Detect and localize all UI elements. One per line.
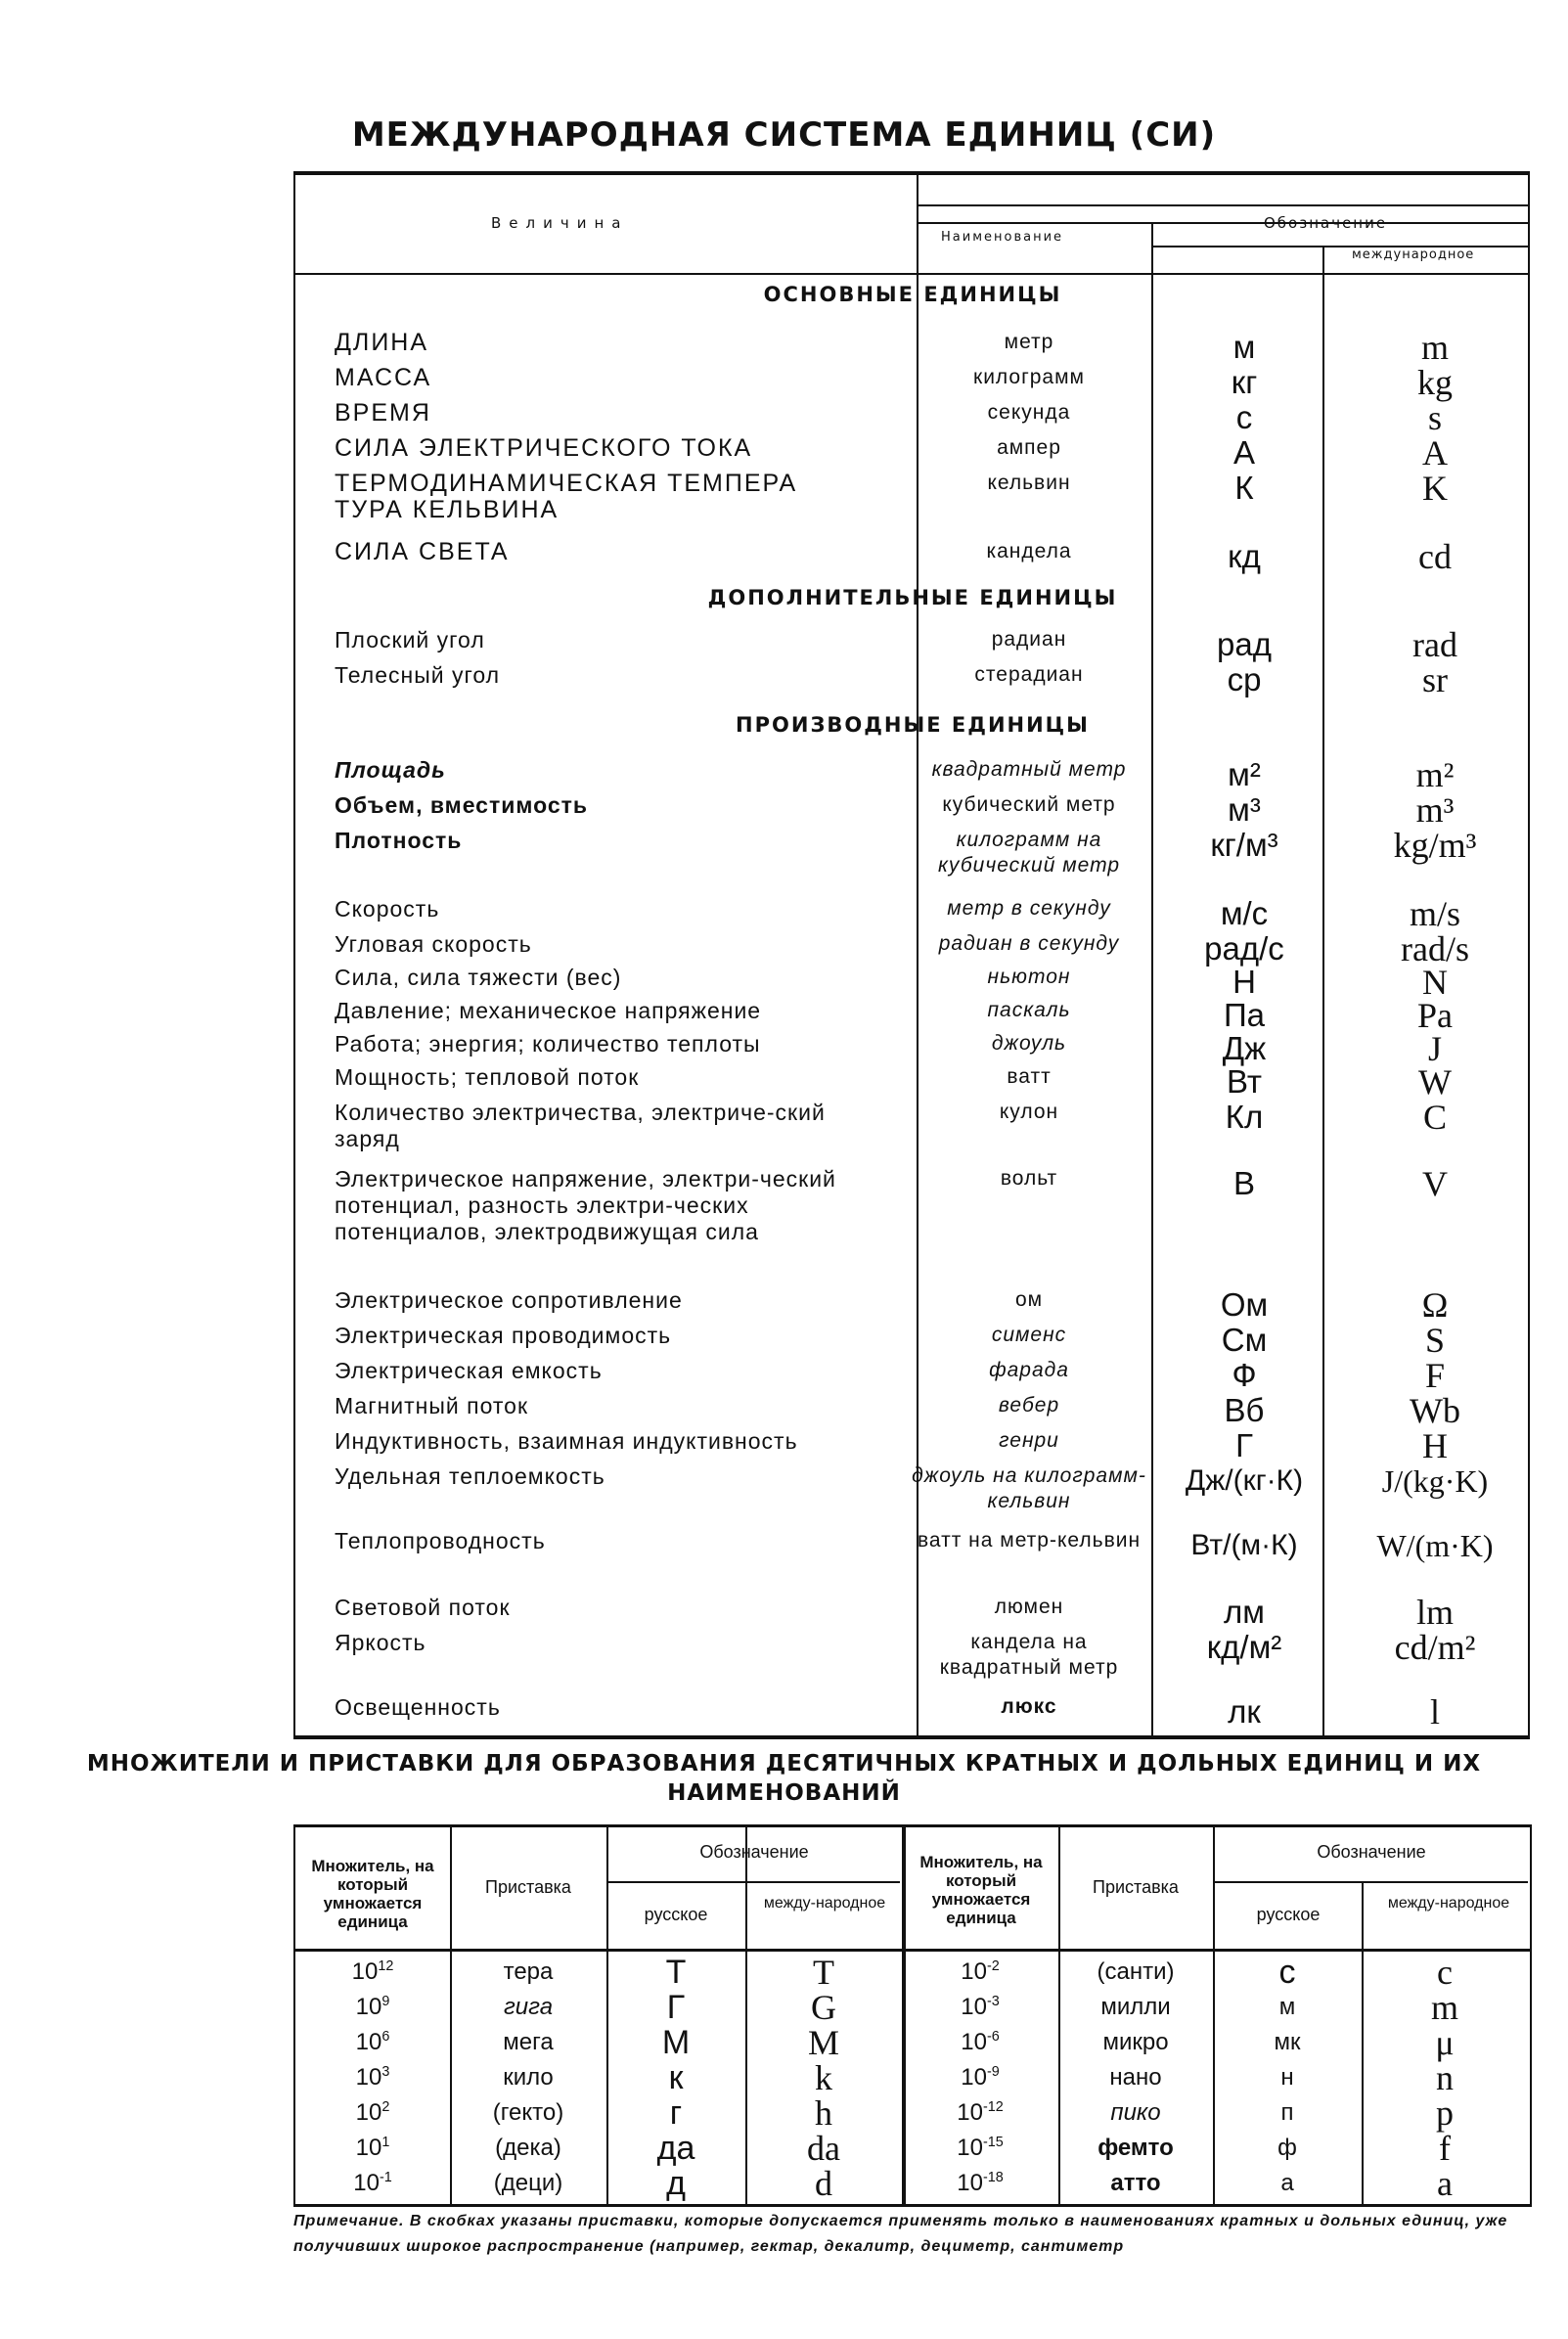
unit-symbol-intl: m: [1420, 328, 1449, 367]
base: 10: [957, 2099, 983, 2126]
header-russian: русское: [1256, 1905, 1321, 1924]
unit-symbol-intl: K: [1422, 469, 1448, 508]
section-title-supplementary: ДОПОЛНИТЕЛЬНЫЕ ЕДИНИЦЫ: [707, 586, 1118, 609]
prefix-name: (санти): [1097, 1958, 1175, 1985]
base: 10: [355, 2135, 382, 2161]
prefix-symbol-intl: p: [1436, 2093, 1454, 2133]
prefix-name: (деци): [493, 2170, 563, 2196]
prefix-symbol-intl: T: [813, 1953, 834, 1992]
prefix-symbol-ru: Т: [665, 1954, 687, 1991]
table-row: [295, 2060, 1530, 2095]
exponent: -12: [982, 2099, 1004, 2115]
unit-name: ватт: [1007, 1065, 1052, 1088]
unit-symbol-ru: В: [1232, 1165, 1255, 1201]
base: 10: [353, 2170, 380, 2196]
header-divider: [1151, 246, 1530, 247]
unit-name: джоуль на килограмм-кельвин: [912, 1464, 1146, 1512]
prefix-name: пико: [1110, 2099, 1161, 2126]
quantity-label: Телесный угол: [335, 662, 501, 688]
exponent: -6: [986, 2029, 1000, 2045]
exponent: -18: [982, 2170, 1004, 2185]
header-international: между-народное: [763, 1895, 886, 1912]
base: 10: [351, 1958, 379, 1985]
unit-name: кулон: [999, 1101, 1059, 1123]
header-divider: [295, 273, 1530, 275]
prefix-name: микро: [1102, 2029, 1169, 2055]
quantity-label: ВРЕМЯ: [335, 399, 431, 427]
unit-name: радиан: [991, 628, 1067, 651]
unit-symbol-ru: К: [1234, 470, 1254, 506]
exponent: -9: [986, 2064, 1000, 2080]
table-row: [295, 2131, 1530, 2166]
unit-name: килограмм на кубический метр: [937, 829, 1121, 877]
unit-symbol-intl: F: [1424, 1356, 1446, 1395]
base: 10: [355, 2099, 382, 2126]
quantity-label: МАССА: [335, 364, 432, 391]
quantity-label: Плотность: [335, 828, 463, 853]
quantity-label: СИЛА СВЕТА: [335, 538, 510, 565]
unit-name: стерадиан: [974, 663, 1084, 686]
unit-name: сименс: [991, 1324, 1067, 1346]
unit-symbol-ru: Вт: [1226, 1063, 1263, 1100]
unit-symbol-ru: рад/с: [1204, 930, 1284, 967]
unit-name: ватт на метр-кельвин: [917, 1529, 1142, 1552]
header-divider: [606, 1881, 900, 1883]
quantity-label: Магнитный поток: [335, 1393, 529, 1418]
unit-name: секунда: [987, 401, 1071, 424]
header-multiplier: Множитель, на который умножается единица: [919, 1853, 1043, 1927]
unit-symbol-intl: sr: [1422, 660, 1448, 699]
quantity-label: Объем, вместимость: [335, 792, 589, 818]
si-units-table: [293, 171, 1530, 1739]
quantity-label: Скорость: [335, 896, 440, 922]
multiplier: [295, 2095, 450, 2131]
exponent: -3: [986, 1994, 1000, 2009]
base: 10: [961, 2029, 987, 2055]
prefix-symbol-ru: с: [1278, 1954, 1296, 1991]
prefix-symbol-ru: мк: [1274, 2029, 1301, 2055]
prefix-name: милли: [1100, 1994, 1171, 2020]
column-divider: [1151, 222, 1153, 1735]
base: 10: [355, 1994, 382, 2020]
unit-symbol-intl: H: [1422, 1426, 1448, 1465]
unit-symbol-ru: Г: [1235, 1427, 1253, 1463]
unit-name: ом: [1014, 1288, 1044, 1311]
prefix-symbol-intl: a: [1437, 2164, 1453, 2203]
prefix-symbol-intl: f: [1439, 2129, 1451, 2168]
prefix-symbol-intl: M: [807, 2023, 839, 2062]
unit-name: джоуль: [991, 1032, 1067, 1055]
prefix-name: (дека): [495, 2135, 561, 2161]
unit-symbol-ru: кг/м³: [1210, 827, 1278, 863]
quantity-label: Удельная теплоемкость: [335, 1463, 605, 1489]
prefix-symbol-ru: к: [668, 2059, 684, 2096]
prefix-symbol-ru: д: [666, 2165, 686, 2202]
unit-name: квадратный метр: [931, 758, 1127, 781]
quantity-label: Индуктивность, взаимная индуктивность: [335, 1428, 798, 1454]
unit-symbol-intl: rad/s: [1401, 929, 1469, 968]
unit-symbol-intl: lm: [1415, 1593, 1454, 1632]
quantity-label: Плоский угол: [335, 627, 485, 652]
prefix-name: атто: [1110, 2170, 1161, 2196]
prefix-symbol-intl: c: [1437, 1953, 1453, 1992]
multiplier: [902, 1990, 1058, 2025]
prefix-symbol-intl: da: [807, 2129, 840, 2168]
unit-symbol-ru: м: [1232, 329, 1256, 365]
prefix-symbol-intl: h: [815, 2093, 832, 2133]
page-title: МЕЖДУНАРОДНАЯ СИСТЕМА ЕДИНИЦ (СИ): [351, 115, 1217, 155]
unit-symbol-ru: кг: [1231, 364, 1258, 400]
unit-symbol-ru: кд/м²: [1206, 1629, 1282, 1665]
prefix-symbol-ru: да: [656, 2130, 695, 2167]
header-designation: Обозначение: [699, 1842, 809, 1862]
multiplier: [902, 1955, 1058, 1990]
unit-symbol-intl: kg/m³: [1393, 826, 1477, 865]
unit-symbol-intl: Pa: [1417, 996, 1453, 1035]
quantity-label: Освещенность: [335, 1694, 501, 1720]
base: 10: [961, 1994, 987, 2020]
unit-symbol-ru: кд: [1228, 538, 1261, 574]
unit-symbol-intl: C: [1422, 1098, 1447, 1137]
exponent: 3: [381, 2064, 390, 2080]
quantity-label: Электрическая проводимость: [335, 1323, 672, 1348]
exponent: -2: [986, 1958, 1000, 1974]
unit-symbol-ru: рад: [1217, 626, 1272, 662]
header-divider: [917, 204, 1530, 206]
unit-symbol-ru: м³: [1228, 791, 1261, 828]
multiplier: [295, 2060, 450, 2095]
multiplier: [295, 2131, 450, 2166]
multiplier: [902, 2060, 1058, 2095]
section-title-basic: ОСНОВНЫЕ ЕДИНИЦЫ: [763, 283, 1062, 306]
exponent: -1: [379, 2170, 392, 2185]
unit-name: ампер: [997, 436, 1061, 459]
unit-name: кубический метр: [942, 793, 1116, 816]
prefix-symbol-ru: п: [1280, 2099, 1294, 2126]
prefix-symbol-intl: m: [1430, 1988, 1458, 2027]
base: 10: [355, 2029, 382, 2055]
quantity-label: Мощность; тепловой поток: [335, 1064, 640, 1090]
prefix-symbol-intl: d: [815, 2164, 832, 2203]
prefix-symbol-ru: М: [661, 2024, 691, 2061]
prefix-name: тера: [503, 1958, 554, 1985]
multiplier: [295, 2025, 450, 2060]
unit-name: кандела: [986, 540, 1072, 562]
quantity-label: Давление; механическое напряжение: [335, 998, 762, 1023]
exponent: -15: [982, 2135, 1004, 2150]
unit-symbol-ru: лк: [1228, 1693, 1261, 1730]
unit-name: кандела на квадратный метр: [939, 1631, 1119, 1679]
base: 10: [961, 1958, 987, 1985]
unit-symbol-intl: J: [1427, 1029, 1442, 1068]
quantity-label: Количество электричества, электриче-ский заряд: [335, 1100, 826, 1151]
unit-symbol-ru: Па: [1223, 997, 1266, 1033]
quantity-label: Теплопроводность: [335, 1528, 546, 1553]
multiplier: [295, 2166, 450, 2201]
unit-name: кельвин: [987, 472, 1071, 494]
unit-symbol-ru: См: [1221, 1322, 1268, 1358]
unit-symbol-intl: cd: [1418, 537, 1452, 576]
unit-name: метр в секунду: [947, 897, 1111, 920]
unit-name: вебер: [998, 1394, 1060, 1417]
table-row: [295, 2025, 1530, 2060]
prefix-symbol-ru: ф: [1277, 2135, 1297, 2161]
unit-symbol-ru: ср: [1227, 661, 1262, 697]
unit-symbol-ru: с: [1235, 399, 1253, 435]
multiplier: [902, 2131, 1058, 2166]
quantity-label: Электрическая емкость: [335, 1358, 603, 1383]
header-prefix: Приставка: [1093, 1877, 1179, 1897]
multiplier: [902, 2095, 1058, 2131]
multiplier: [295, 1955, 450, 1990]
header-quantity: Величина: [491, 214, 629, 232]
table-row: [295, 1955, 1530, 1990]
unit-symbol-intl: m/s: [1409, 894, 1460, 933]
quantity-label: Яркость: [335, 1630, 426, 1655]
exponent: 9: [381, 1994, 390, 2009]
unit-symbol-ru: Дж: [1222, 1030, 1267, 1066]
unit-symbol-intl: Ω: [1421, 1285, 1449, 1325]
unit-name: люкс: [1001, 1695, 1057, 1718]
unit-symbol-intl: rad: [1412, 625, 1457, 664]
column-divider: [1322, 246, 1324, 1735]
footnote: Примечание. В скобках указаны приставки, которые допускается применять только в наименованиях кратных и дольных единиц, уже получивших широкое распространение (например, гектар, декалитр, дециметр, сантиметр: [293, 2213, 1508, 2255]
unit-symbol-intl: l: [1429, 1692, 1440, 1732]
unit-name: метр: [1004, 331, 1054, 353]
prefix-name: кило: [503, 2064, 554, 2091]
base: 10: [957, 2135, 983, 2161]
unit-symbol-intl: J/(kg·K): [1381, 1463, 1489, 1499]
prefix-symbol-intl: μ: [1435, 2023, 1455, 2062]
header-designation: Обозначение: [1317, 1842, 1426, 1862]
unit-symbol-intl: N: [1422, 963, 1448, 1002]
header-multiplier: Множитель, на который умножается единица: [311, 1857, 434, 1931]
prefix-name: нано: [1109, 2064, 1162, 2091]
unit-symbol-ru: А: [1232, 434, 1255, 471]
unit-symbol-ru: м/с: [1220, 895, 1269, 931]
exponent: 12: [378, 1958, 394, 1974]
prefix-symbol-ru: н: [1280, 2064, 1294, 2091]
header-prefix: Приставка: [485, 1877, 571, 1897]
unit-symbol-ru: Вт/(м·К): [1190, 1529, 1298, 1561]
prefix-name: мега: [503, 2029, 554, 2055]
table-row: [295, 2095, 1530, 2131]
unit-symbol-intl: W: [1418, 1062, 1452, 1102]
header-designation: Обозначение: [1264, 214, 1388, 232]
unit-name: фарада: [989, 1359, 1069, 1381]
exponent: 6: [381, 2029, 390, 2045]
prefix-name: гига: [503, 1994, 554, 2020]
unit-name: паскаль: [987, 999, 1071, 1021]
unit-symbol-intl: cd/m²: [1394, 1628, 1476, 1667]
table-header: [295, 175, 1530, 273]
unit-symbol-intl: V: [1422, 1164, 1448, 1203]
prefix-symbol-intl: G: [811, 1988, 836, 2027]
table-row: [295, 2166, 1530, 2201]
multiplier: [902, 2025, 1058, 2060]
unit-name: килограмм: [973, 366, 1085, 388]
unit-symbol-intl: m²: [1415, 755, 1455, 794]
unit-symbol-ru: Н: [1232, 964, 1256, 1000]
unit-symbol-ru: Вб: [1224, 1392, 1265, 1428]
section-title-derived: ПРОИЗВОДНЫЕ ЕДИНИЦЫ: [736, 713, 1090, 737]
header-international: международное: [1352, 247, 1475, 262]
quantity-label: Площадь: [335, 757, 446, 783]
quantity-label: Сила, сила тяжести (вес): [335, 965, 622, 990]
quantity-label: СИЛА ЭЛЕКТРИЧЕСКОГО ТОКА: [335, 434, 753, 462]
base: 10: [961, 2064, 987, 2091]
multiplier: [902, 2166, 1058, 2201]
quantity-label: Работа; энергия; количество теплоты: [335, 1031, 761, 1057]
header-divider: [1213, 1881, 1528, 1883]
quantity-label: Электрическое сопротивление: [335, 1287, 683, 1313]
prefix-symbol-ru: Г: [666, 1989, 686, 2026]
quantity-label: Световой поток: [335, 1595, 511, 1620]
unit-symbol-intl: m³: [1415, 790, 1455, 830]
prefix-symbol-ru: а: [1280, 2170, 1294, 2196]
base: 10: [957, 2170, 983, 2196]
quantity-label: ТЕРМОДИНАМИЧЕСКАЯ ТЕМПЕРА ТУРА КЕЛЬВИНА: [335, 470, 798, 523]
header-international: между-народное: [1387, 1895, 1510, 1912]
header-divider: [917, 222, 1530, 224]
unit-symbol-ru: лм: [1224, 1594, 1265, 1630]
unit-symbol-ru: Ф: [1232, 1357, 1257, 1393]
unit-symbol-ru: м²: [1228, 756, 1261, 792]
unit-symbol-intl: W/(m·K): [1376, 1528, 1494, 1563]
unit-symbol-ru: Ом: [1220, 1286, 1269, 1323]
unit-name: генри: [999, 1429, 1059, 1452]
prefix-symbol-ru: м: [1278, 1994, 1296, 2020]
multiplier: [295, 1990, 450, 2025]
exponent: 2: [381, 2099, 390, 2115]
unit-name: люмен: [994, 1596, 1064, 1618]
prefix-name: (гекто): [492, 2099, 564, 2126]
header-name: Наименование: [941, 230, 1064, 245]
quantity-label: ДЛИНА: [335, 329, 429, 356]
prefix-symbol-ru: г: [669, 2094, 683, 2132]
prefix-symbol-intl: k: [815, 2058, 832, 2097]
unit-symbol-intl: A: [1422, 433, 1448, 472]
unit-symbol-ru: Дж/(кг·К): [1185, 1464, 1304, 1497]
table-row: [295, 1990, 1530, 2025]
quantity-label: Угловая скорость: [335, 931, 532, 957]
unit-symbol-intl: kg: [1417, 363, 1453, 402]
prefixes-title: МНОЖИТЕЛИ И ПРИСТАВКИ ДЛЯ ОБРАЗОВАНИЯ ДЕСЯТИЧНЫХ КРАТНЫХ И ДОЛЬНЫХ ЕДИНИЦ И ИХ НАИМЕНОВАНИЙ: [86, 1751, 1482, 1806]
prefix-name: фемто: [1098, 2135, 1174, 2161]
unit-symbol-intl: S: [1424, 1321, 1446, 1360]
prefixes-table: [293, 1824, 1532, 2207]
prefix-symbol-intl: n: [1436, 2058, 1454, 2097]
unit-name: радиан в секунду: [938, 932, 1120, 955]
quantity-label: Электрическое напряжение, электри-ческий потенциал, разность электри-ческих потенциалов, электродвижущая сила: [335, 1166, 836, 1244]
unit-symbol-ru: Кл: [1225, 1099, 1264, 1135]
header-russian: русское: [644, 1905, 708, 1924]
unit-symbol-intl: s: [1427, 398, 1442, 437]
header-divider: [295, 1949, 1530, 1952]
unit-symbol-intl: Wb: [1410, 1391, 1460, 1430]
exponent: 1: [381, 2135, 390, 2150]
unit-name: вольт: [1000, 1167, 1058, 1190]
unit-name: ньютон: [987, 966, 1071, 988]
base: 10: [355, 2064, 382, 2091]
